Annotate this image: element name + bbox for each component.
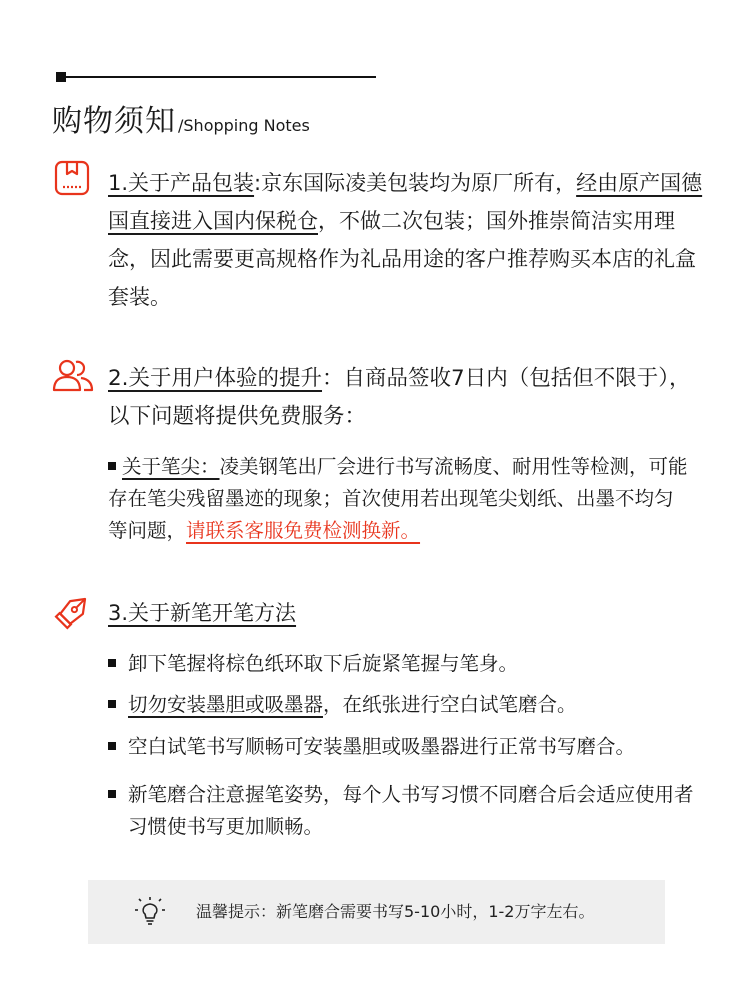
header-rule xyxy=(56,72,376,82)
section3-heading: 3.关于新笔开笔方法 xyxy=(108,601,297,625)
package-box-icon xyxy=(54,160,94,200)
section2-bullet-text: 凌美钢笔出厂会进行书写流畅度、耐用性等检测，可能存在笔尖残留墨迹的现象；首次使用若出现笔尖划纸、出墨不均匀等问题， xyxy=(108,455,688,542)
section3-text xyxy=(108,594,708,632)
page-title-zh: 购物须知 xyxy=(52,104,176,139)
contact-service-link[interactable]: 请联系客服免费检测换新。 xyxy=(186,519,421,542)
bullet-square xyxy=(108,659,116,667)
section2-bullet-label: 关于笔尖： xyxy=(122,455,220,478)
section2-heading: 2.关于用户体验的提升 xyxy=(108,366,323,391)
section3-item-2-underline: 切勿安装墨胆或吸墨器 xyxy=(128,693,324,716)
header-rule-line xyxy=(66,76,376,78)
bullet-square xyxy=(108,742,116,750)
section2-bullet xyxy=(108,451,688,547)
header-rule-square xyxy=(56,72,66,82)
tip-box xyxy=(88,880,665,944)
section3-item-2 xyxy=(108,689,688,721)
bullet-square xyxy=(108,462,116,470)
page-title xyxy=(52,96,310,140)
section3-item-1 xyxy=(108,648,688,680)
pen-nib-icon xyxy=(54,592,94,632)
section1-text xyxy=(108,164,708,316)
section2-text xyxy=(108,360,708,436)
section3-item-3-text: 空白试笔书写顺畅可安装墨胆或吸墨器进行正常书写磨合。 xyxy=(128,735,636,758)
section1-heading: 1.关于产品包装 xyxy=(108,171,255,195)
section2-body: ：自商品签收7日内（包括但不限于），以下问题将提供免费服务： xyxy=(108,366,691,429)
section1-body-a: :京东国际凌美包装均为原厂所有， xyxy=(254,171,577,195)
lightbulb-icon xyxy=(134,896,166,928)
section3-item-1-text: 卸下笔握将棕色纸环取下后旋紧笔握与笔身。 xyxy=(128,652,519,675)
bullet-square xyxy=(108,790,116,798)
section3-item-4-text: 新笔磨合注意握笔姿势，每个人书写习惯不同磨合后会适应使用者习惯使书写更加顺畅。 xyxy=(128,783,694,838)
section1-body-c: ，不做二次包装；国外推崇简洁实用理念，因此需要更高规格作为礼品用途的客户推荐购买本店的礼盒套装。 xyxy=(108,209,696,309)
bullet-square xyxy=(108,700,116,708)
section1-body-underlined: 经由原产国德国直接进入国内保税仓 xyxy=(108,171,703,233)
users-icon xyxy=(52,358,92,398)
tip-text: 温馨提示：新笔磨合需要书写5-10小时，1-2万字左右。 xyxy=(196,902,595,921)
section3-item-2-text: ，在纸张进行空白试笔磨合。 xyxy=(323,693,577,716)
page-title-en: /Shopping Notes xyxy=(178,116,310,135)
section3-item-4 xyxy=(108,779,698,843)
section3-item-3 xyxy=(108,731,708,763)
